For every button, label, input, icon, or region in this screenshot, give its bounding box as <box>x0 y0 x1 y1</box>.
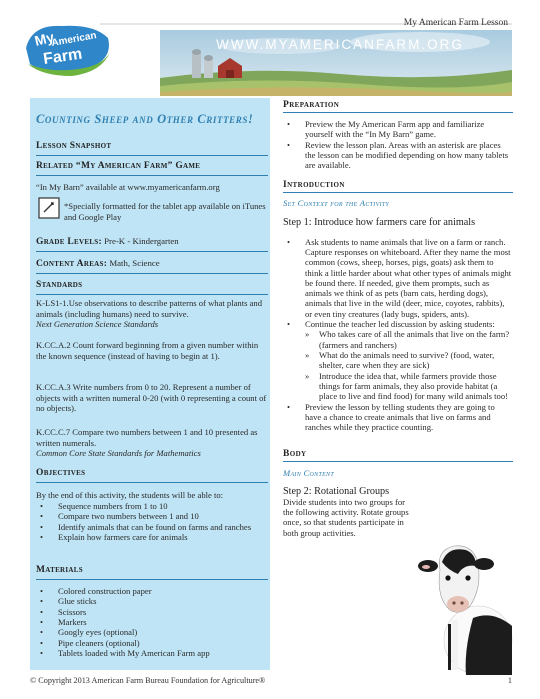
body-subheading: Main Content <box>283 467 334 478</box>
step-1-questions <box>283 329 513 401</box>
list-item: • Glue sticks <box>36 596 268 606</box>
list-item: • Pipe cleaners (optional) <box>36 638 268 648</box>
list-item: • Scissors <box>36 607 268 617</box>
lesson-content <box>283 100 513 538</box>
list-item: » What do the animals need to survive? (food, water, shelter, care when they are sick) <box>297 350 513 371</box>
standard-ngss: K-LS1-1.Use observations to describe patterns of what plants and animals (including humans) need to survive. Next Generation Science Standards <box>36 298 263 330</box>
preparation-heading: Preparation <box>283 100 513 113</box>
page-number: 1 <box>507 676 512 685</box>
step-1-preview <box>283 402 513 433</box>
materials-heading: Materials <box>36 564 268 580</box>
logo-text-farm: Farm <box>42 45 84 68</box>
my-american-farm-logo <box>22 18 114 78</box>
list-item: • Continue the teacher led discussion by asking students: <box>283 319 513 329</box>
list-item: • Identify animals that can be found on farms and ranches <box>36 522 268 532</box>
list-item: • Preview the My American Farm app and familiarize yourself with the “In My Barn” game. <box>283 119 513 140</box>
list-item: • Markers <box>36 617 268 627</box>
list-item: » Who takes care of all the animals that live on the farm? (farmers and ranchers) <box>297 329 513 350</box>
standard-kcca3: K.CC.A.3 Write numbers from 0 to 20. Represent a number of objects with a written numeral 0-20 (with 0 representing a count of no objects). <box>36 382 267 414</box>
list-item: • Review the lesson plan. Areas with an asterisk are places the lesson can be modified depending on how many tablets are available. <box>283 140 513 171</box>
objectives-heading: Objectives <box>36 467 268 483</box>
step-1-list <box>283 237 513 330</box>
list-item: • Tablets loaded with My American Farm app <box>36 648 268 658</box>
list-item: • Ask students to name animals that live on a farm or ranch. Capture responses on whiteboard. After they name the most common (cows, sheep, horses, pigs, goats) ask them to think a little harder about what other types of animals might be found there. If needed, give them prompts, such as animals we think of as pets (barn cats, herding dogs), animals that live in the wild (deer, mice, coyotes, rabbits), or even tiny creatures (lady bugs, spiders, ants). <box>283 237 513 320</box>
introduction-subheading: Set Context for the Activity <box>283 197 390 208</box>
cow-image <box>418 540 514 675</box>
list-item: • Colored construction paper <box>36 586 268 596</box>
introduction-heading: Introduction <box>283 180 513 193</box>
list-item: • Preview the lesson by telling students they are going to have a chance to create animals that live on farms and ranches while they practice counting. <box>283 402 513 433</box>
game-text: “In My Barn” available at www.myamericanfarm.org <box>36 182 220 192</box>
logo-text-american: American <box>50 30 98 49</box>
lesson-title: Counting Sheep and Other Critters! <box>36 112 254 126</box>
tablet-icon <box>38 197 60 219</box>
content-areas: Content Areas: Math, Science <box>36 258 268 274</box>
body-heading: Body <box>283 449 513 462</box>
grade-levels: Grade Levels: Pre-K - Kindergarten <box>36 236 268 252</box>
preparation-list <box>283 119 513 171</box>
game-heading: Related “My American Farm” Game <box>36 160 268 176</box>
step-2-text: Divide students into two groups for the following activity. Rotate groups once, so that students participate in both group activities. <box>283 496 409 538</box>
logo-text-my: My <box>32 28 56 49</box>
tablet-note: *Specially formatted for the tablet app available on iTunes and Google Play <box>64 201 266 222</box>
standards-heading: Standards <box>36 279 268 295</box>
footer <box>30 676 512 685</box>
materials-list <box>36 586 268 658</box>
standard-kcca2: K.CC.A.2 Count forward beginning from a given number within the known sequence (instead of having to begin at 1). <box>36 340 259 361</box>
objectives-intro: By the end of this activity, the students will be able to: <box>36 490 224 500</box>
website-url[interactable]: WWW.MYAMERICANFARM.ORG <box>216 37 464 52</box>
list-item: • Sequence numbers from 1 to 10 <box>36 501 268 511</box>
list-item: • Compare two numbers between 1 and 10 <box>36 511 268 521</box>
header-title: My American Farm Lesson <box>403 18 508 28</box>
snapshot-heading: Lesson Snapshot <box>36 140 268 156</box>
list-item: • Googly eyes (optional) <box>36 627 268 637</box>
list-item: » Introduce the idea that, while farmers provide those things for farm animals, they also provide habitat (a place to live and find food) for many wild animals too! <box>297 371 513 402</box>
step-2-title: Step 2: Rotational Groups <box>283 485 390 497</box>
objectives-list <box>36 501 268 542</box>
standard-kccc7: K.CC.C.7 Compare two numbers between 1 and 10 presented as written numerals. Common Core State Standards for Mathematics <box>36 427 258 459</box>
copyright: © Copyright 2013 American Farm Bureau Foundation for Agriculture® <box>30 676 266 685</box>
step-1-title: Step 1: Introduce how farmers care for animals <box>283 216 476 228</box>
list-item: • Explain how farmers care for animals <box>36 532 268 542</box>
